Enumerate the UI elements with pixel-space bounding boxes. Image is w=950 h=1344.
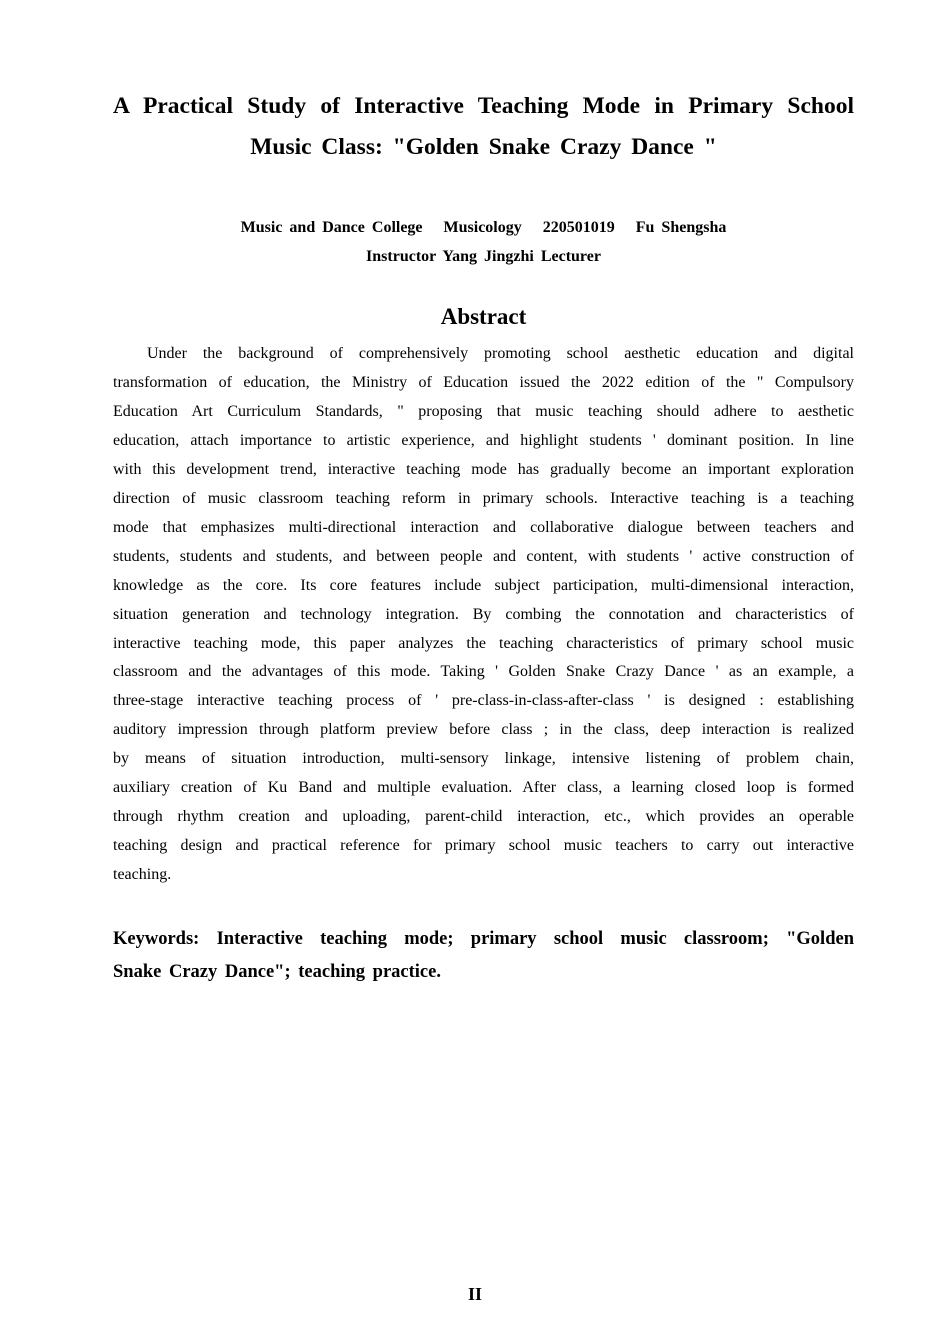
abstract-line: three-stage interactive teaching process of ' pre-class-in-class-after-class ' is designed : establishing [113, 692, 854, 710]
abstract-line: interactive teaching mode, this paper analyzes the teaching characteristics of primary school music [113, 634, 854, 652]
abstract-line: by means of situation introduction, multi-sensory linkage, intensive listening of problem chain, [113, 750, 854, 768]
abstract-body [113, 340, 854, 890]
abstract-line: situation generation and technology integration. By combing the connotation and characteristics of [113, 605, 854, 623]
abstract-line: mode that emphasizes multi-directional interaction and collaborative dialogue between teachers and [113, 518, 854, 536]
abstract-line: Under the background of comprehensively promoting school aesthetic education and digital [147, 345, 854, 362]
abstract-line: through rhythm creation and uploading, parent-child interaction, etc., which provides an operable [113, 808, 854, 826]
author-info [113, 213, 854, 271]
abstract-line: with this development trend, interactive teaching mode has gradually become an important exploration [113, 460, 854, 478]
abstract-line: students, students and students, and between people and content, with students ' active construction of [113, 547, 854, 565]
abstract-line: auditory impression through platform preview before class ; in the class, deep interaction is realized [113, 721, 854, 739]
title-line: A Practical Study of Interactive Teaching Mode in Primary School [113, 93, 854, 119]
abstract-line: teaching design and practical reference for primary school music teachers to carry out interactive [113, 837, 854, 855]
abstract-line: transformation of education, the Ministry of Education issued the 2022 edition of the " Compulsory [113, 373, 854, 391]
abstract-line: knowledge as the core. Its core features include subject participation, multi-dimensional interaction, [113, 576, 854, 594]
abstract-line: direction of music classroom teaching reform in primary schools. Interactive teaching is a teaching [113, 489, 854, 507]
instructor-line: Instructor Yang Jingzhi Lecturer [366, 248, 601, 265]
keywords-line: Snake Crazy Dance"; teaching practice. [113, 962, 441, 982]
abstract-heading: Abstract [440, 304, 527, 329]
author-line: Music and Dance College Musicology 220501019 Fu Shengsha [240, 219, 727, 236]
paper-title [113, 86, 854, 168]
abstract-line: teaching. [113, 866, 172, 884]
title-line: Music Class: "Golden Snake Crazy Dance " [250, 134, 717, 160]
abstract-line: classroom and the advantages of this mode. Taking ' Golden Snake Crazy Dance ' as an example, a [113, 663, 854, 681]
abstract-line: auxiliary creation of Ku Band and multiple evaluation. After class, a learning closed loop is formed [113, 779, 854, 797]
page-number: II [467, 1284, 482, 1304]
abstract-line: Education Art Curriculum Standards, " proposing that music teaching should adhere to aesthetic [113, 402, 854, 420]
abstract-line: education, attach importance to artistic experience, and highlight students ' dominant position. In line [113, 431, 854, 449]
keywords [113, 923, 854, 989]
keywords-line: Keywords: Interactive teaching mode; primary school music classroom; "Golden [113, 929, 854, 949]
